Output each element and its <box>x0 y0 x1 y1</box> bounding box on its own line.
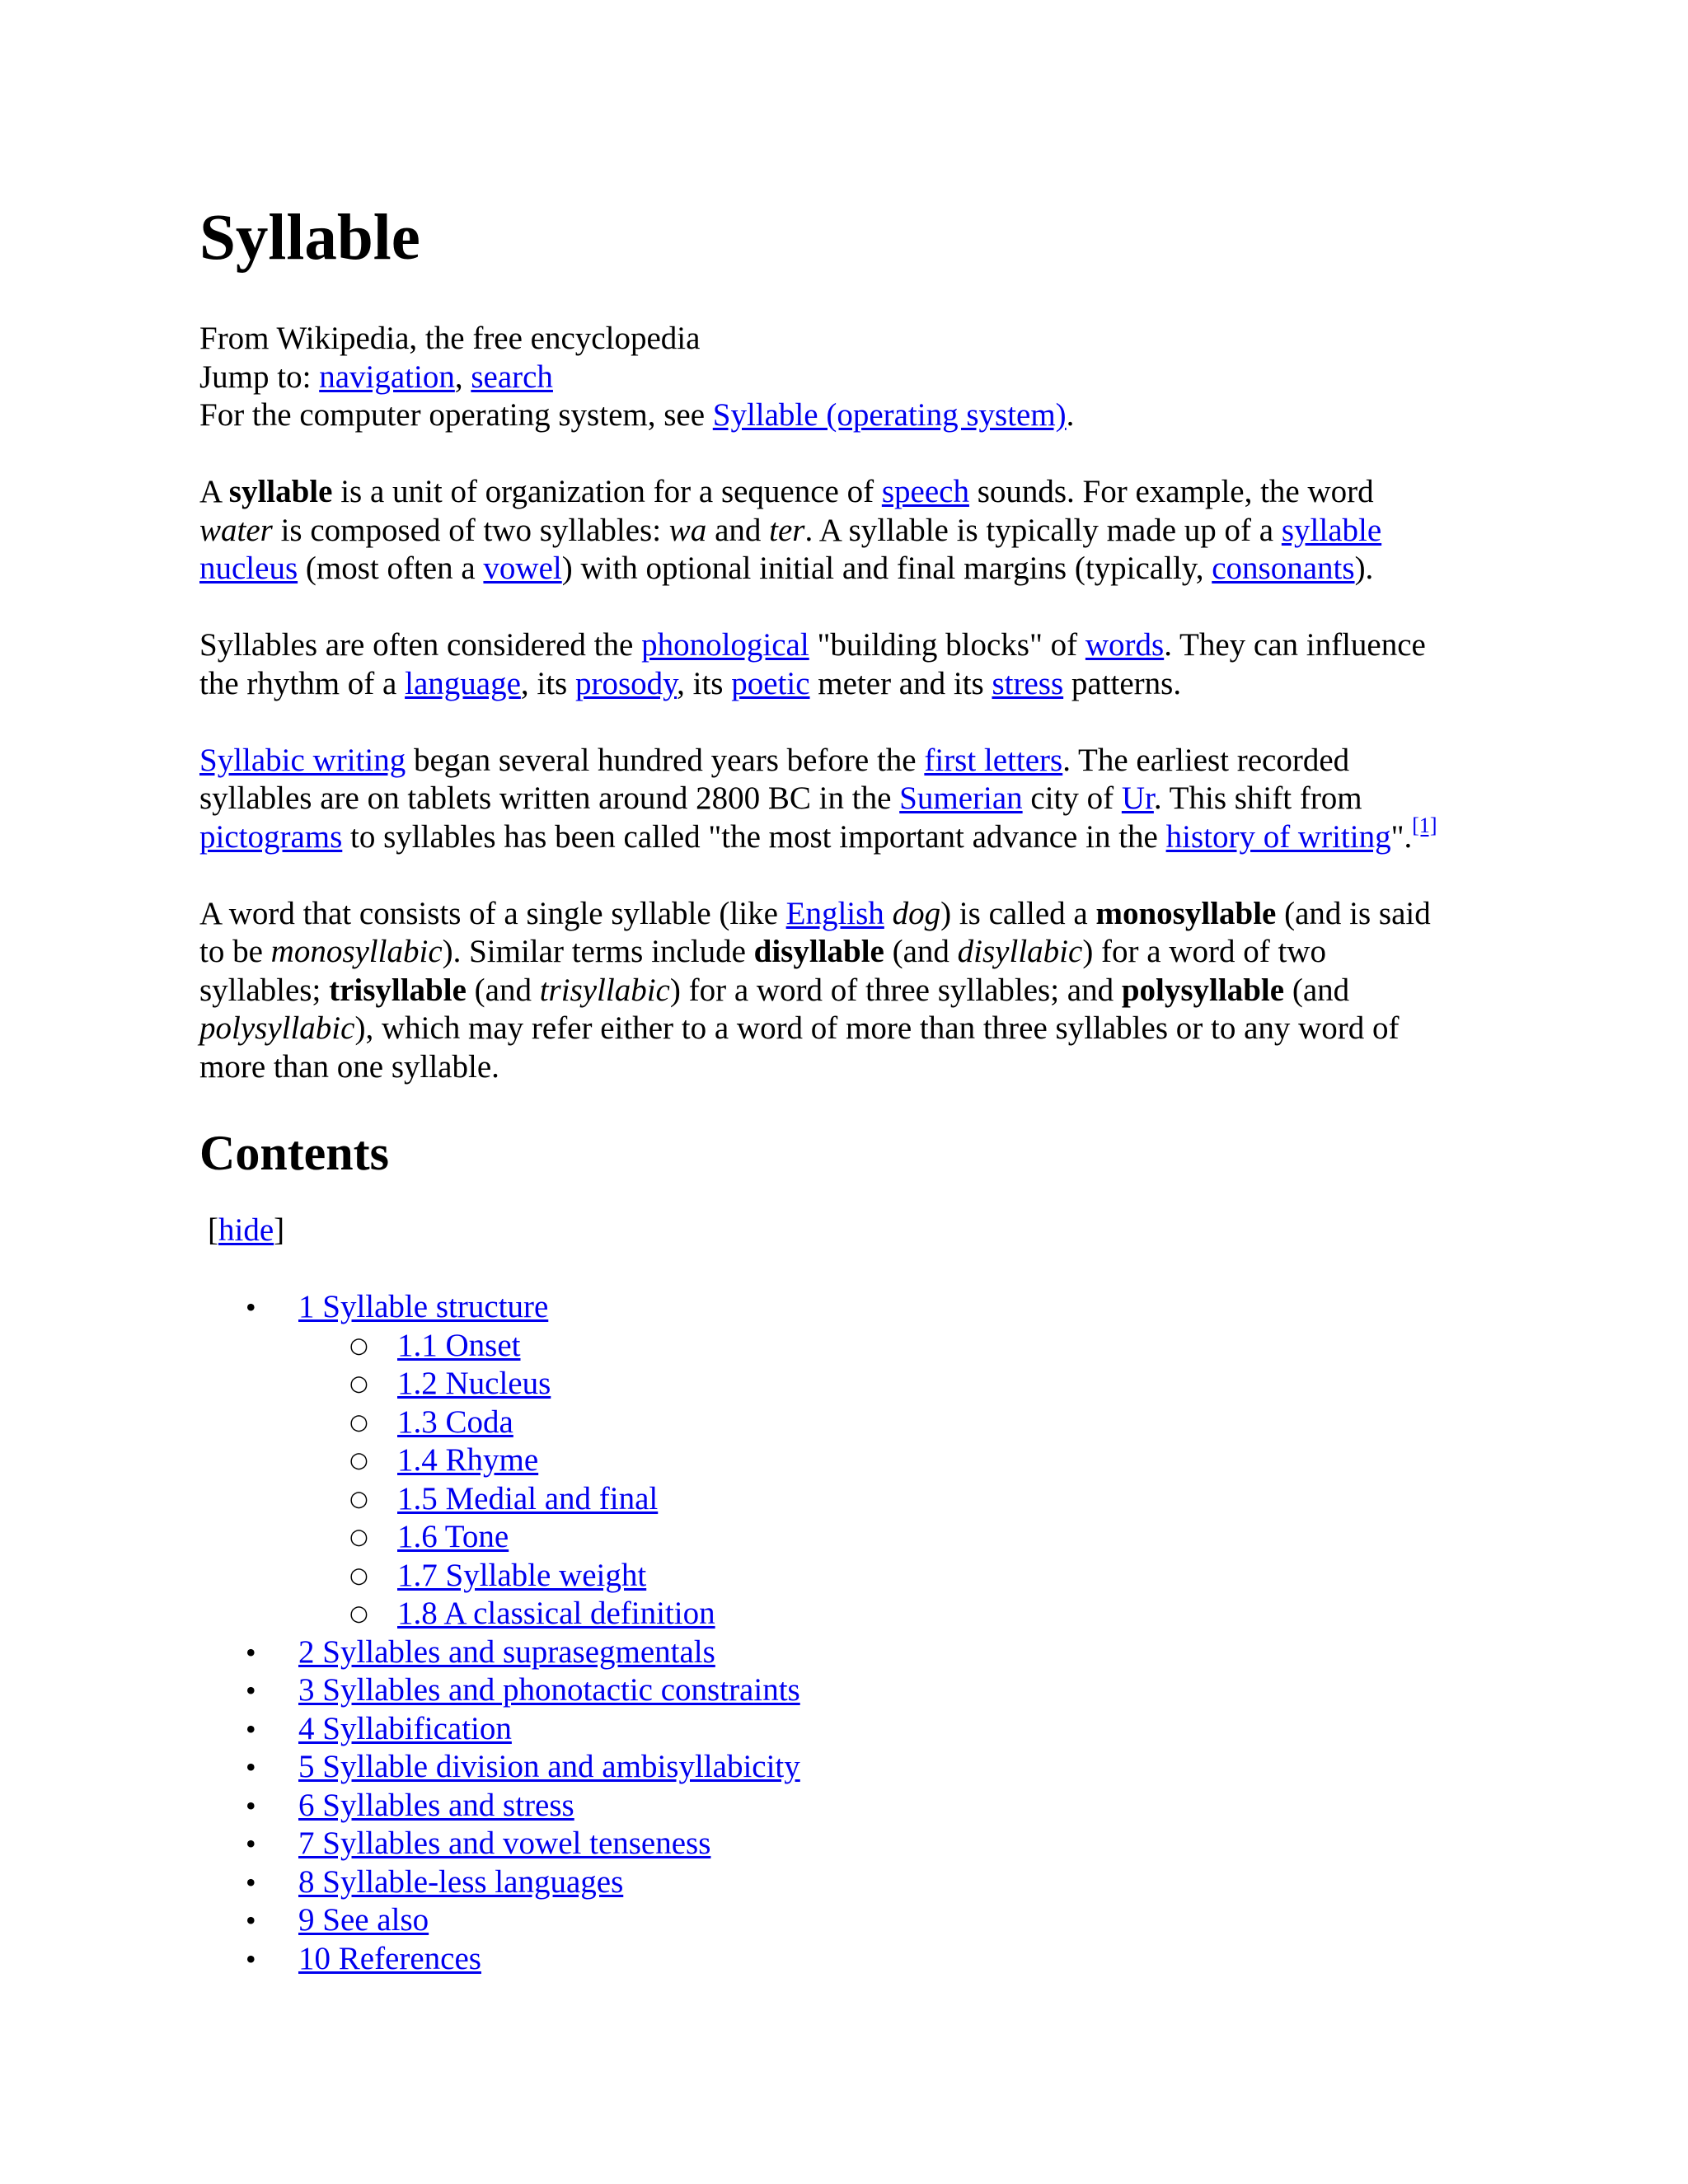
bullet-icon: • <box>246 1942 256 1975</box>
toc-item <box>199 1441 1485 1480</box>
english-link[interactable]: English <box>785 895 884 931</box>
term-syllable: syllable <box>228 474 333 509</box>
bullet-icon: • <box>246 1827 256 1860</box>
sub-bullet-icon: ○ <box>349 1563 368 1588</box>
hatnote-suffix: . <box>1066 397 1075 433</box>
toc-link[interactable]: 1.6 Tone <box>397 1519 509 1554</box>
toc-item <box>199 1633 1485 1672</box>
poetic-link[interactable]: poetic <box>731 665 810 701</box>
toc-item <box>199 1940 1485 1979</box>
vowel-link[interactable]: vowel <box>483 551 562 586</box>
words-link[interactable]: words <box>1085 627 1165 663</box>
toc-link[interactable]: 8 Syllable-less languages <box>298 1863 624 1900</box>
navigation-link[interactable]: navigation <box>319 359 455 395</box>
jump-prefix: Jump to: <box>199 359 312 395</box>
contents-heading: Contents <box>199 1126 390 1180</box>
toc-link[interactable]: 4 Syllabification <box>298 1710 512 1746</box>
language-link[interactable]: language <box>405 665 521 701</box>
consonants-link[interactable]: consonants <box>1212 551 1355 586</box>
page-title: Syllable <box>199 202 420 274</box>
hatnote-text: For the computer operating system, see <box>199 397 706 433</box>
toc-item <box>199 1288 1485 1327</box>
reference-1-link[interactable]: [1] <box>1412 813 1437 837</box>
toc-link[interactable]: 10 References <box>298 1940 481 1976</box>
sub-bullet-icon: ○ <box>349 1371 368 1396</box>
hatnote <box>199 396 1485 435</box>
syllable-nucleus-link-cont[interactable]: nucleus <box>199 551 298 586</box>
first-letters-link[interactable]: first letters <box>924 742 1063 778</box>
sub-bullet-icon: ○ <box>349 1525 368 1549</box>
search-link[interactable]: search <box>471 359 553 395</box>
history-of-writing-link[interactable]: history of writing <box>1165 818 1391 855</box>
toc-item <box>199 1518 1485 1557</box>
sub-bullet-icon: ○ <box>349 1601 368 1626</box>
tagline: From Wikipedia, the free encyclopedia <box>199 321 701 356</box>
sub-bullet-icon: ○ <box>349 1448 368 1473</box>
syllabic-writing-link[interactable]: Syllabic writing <box>199 742 406 778</box>
toc-item <box>199 1365 1485 1404</box>
toc-link[interactable]: 7 Syllables and vowel tenseness <box>298 1825 711 1861</box>
toc-item <box>199 1787 1485 1825</box>
bullet-icon: • <box>246 1635 256 1669</box>
toc-item <box>199 1480 1485 1519</box>
toc-link[interactable]: 1.5 Medial and final <box>397 1480 659 1516</box>
bullet-icon: • <box>246 1674 256 1707</box>
phonological-link[interactable]: phonological <box>641 627 809 663</box>
toc-item <box>199 1863 1485 1902</box>
bullet-icon: • <box>246 1712 256 1746</box>
intro-paragraph-4: A word that consists of a single syllable (like English dog) is called a monosyllable (and is said to be monosyllabic). Similar terms include disyllable (and disyllabic) for a word of two syllables; trisyllable (and trisyllabic) for a word of three syllables; and polysyllable (and polysyllabic), which may refer either to a word of more than three syllables or to any word of more than one syllable. <box>199 895 1431 1085</box>
toc-link[interactable]: 6 Syllables and stress <box>298 1787 574 1823</box>
toc-item <box>199 1671 1485 1710</box>
toc-link[interactable]: 2 Syllables and suprasegmentals <box>298 1633 715 1670</box>
toc-item <box>199 1901 1485 1940</box>
toc-link[interactable]: 1.2 Nucleus <box>397 1366 551 1401</box>
toc-link[interactable]: 1 Syllable structure <box>298 1289 549 1324</box>
toc-item <box>199 1404 1485 1442</box>
hide-toc-link[interactable]: hide <box>218 1212 274 1248</box>
pictograms-link[interactable]: pictograms <box>199 818 343 855</box>
toc-link[interactable]: 1.8 A classical definition <box>397 1596 715 1631</box>
toc-toggle: [hide] <box>208 1212 285 1248</box>
jump-links <box>199 359 1485 397</box>
bullet-icon: • <box>246 1904 256 1937</box>
toc-link[interactable]: 3 Syllables and phonotactic constraints <box>298 1672 800 1708</box>
ur-link[interactable]: Ur <box>1121 780 1154 816</box>
sub-bullet-icon: ○ <box>349 1409 368 1435</box>
bullet-icon: • <box>246 1788 256 1822</box>
bullet-icon: • <box>246 1291 256 1324</box>
speech-link[interactable]: speech <box>881 474 969 509</box>
toc-item <box>199 1595 1485 1633</box>
syllable-os-link[interactable]: Syllable (operating system) <box>712 397 1067 433</box>
sub-bullet-icon: ○ <box>349 1486 368 1511</box>
toc-item <box>199 1327 1485 1366</box>
toc-link[interactable]: 1.7 Syllable weight <box>397 1557 647 1593</box>
toc-item <box>199 1748 1485 1787</box>
toc-link[interactable]: 5 Syllable division and ambisyllabicity <box>298 1749 800 1784</box>
sumerian-link[interactable]: Sumerian <box>899 780 1023 816</box>
intro-paragraph-1: A syllable is a unit of organization for a sequence of speech sounds. For example, the word water is composed of two syllables: wa and ter. A syllable is typically made up of a syllable nucleus (most often a vowel) with optional initial and final margins (typically, consonants). <box>199 474 1382 586</box>
jump-separator: , <box>454 359 463 395</box>
toc-link[interactable]: 9 See also <box>298 1902 429 1938</box>
prosody-link[interactable]: prosody <box>574 665 678 701</box>
toc-link[interactable]: 1.3 Coda <box>397 1404 513 1440</box>
bullet-icon: • <box>246 1750 256 1783</box>
toc-link[interactable]: 1.4 Rhyme <box>397 1442 539 1478</box>
intro-paragraph-3: Syllabic writing began several hundred years before the first letters. The earliest recorded syllables are on tablets written around 2800 BC in the Sumerian city of Ur. This shift from pictograms to syllables has been called "the most important advance in the history of writing".[1] <box>199 742 1437 855</box>
sub-bullet-icon: ○ <box>349 1333 368 1358</box>
syllable-nucleus-link[interactable]: syllable <box>1281 512 1382 548</box>
table-of-contents <box>199 1288 1485 1978</box>
stress-link[interactable]: stress <box>992 665 1064 701</box>
toc-link[interactable]: 1.1 Onset <box>397 1327 521 1363</box>
toc-item <box>199 1710 1485 1749</box>
toc-item <box>199 1825 1485 1863</box>
intro-paragraph-2: Syllables are often considered the phonological "building blocks" of words. They can influence the rhythm of a language, its prosody, its poetic meter and its stress patterns. <box>199 627 1426 701</box>
article <box>199 190 1485 1978</box>
bullet-icon: • <box>246 1865 256 1899</box>
toc-item <box>199 1557 1485 1596</box>
